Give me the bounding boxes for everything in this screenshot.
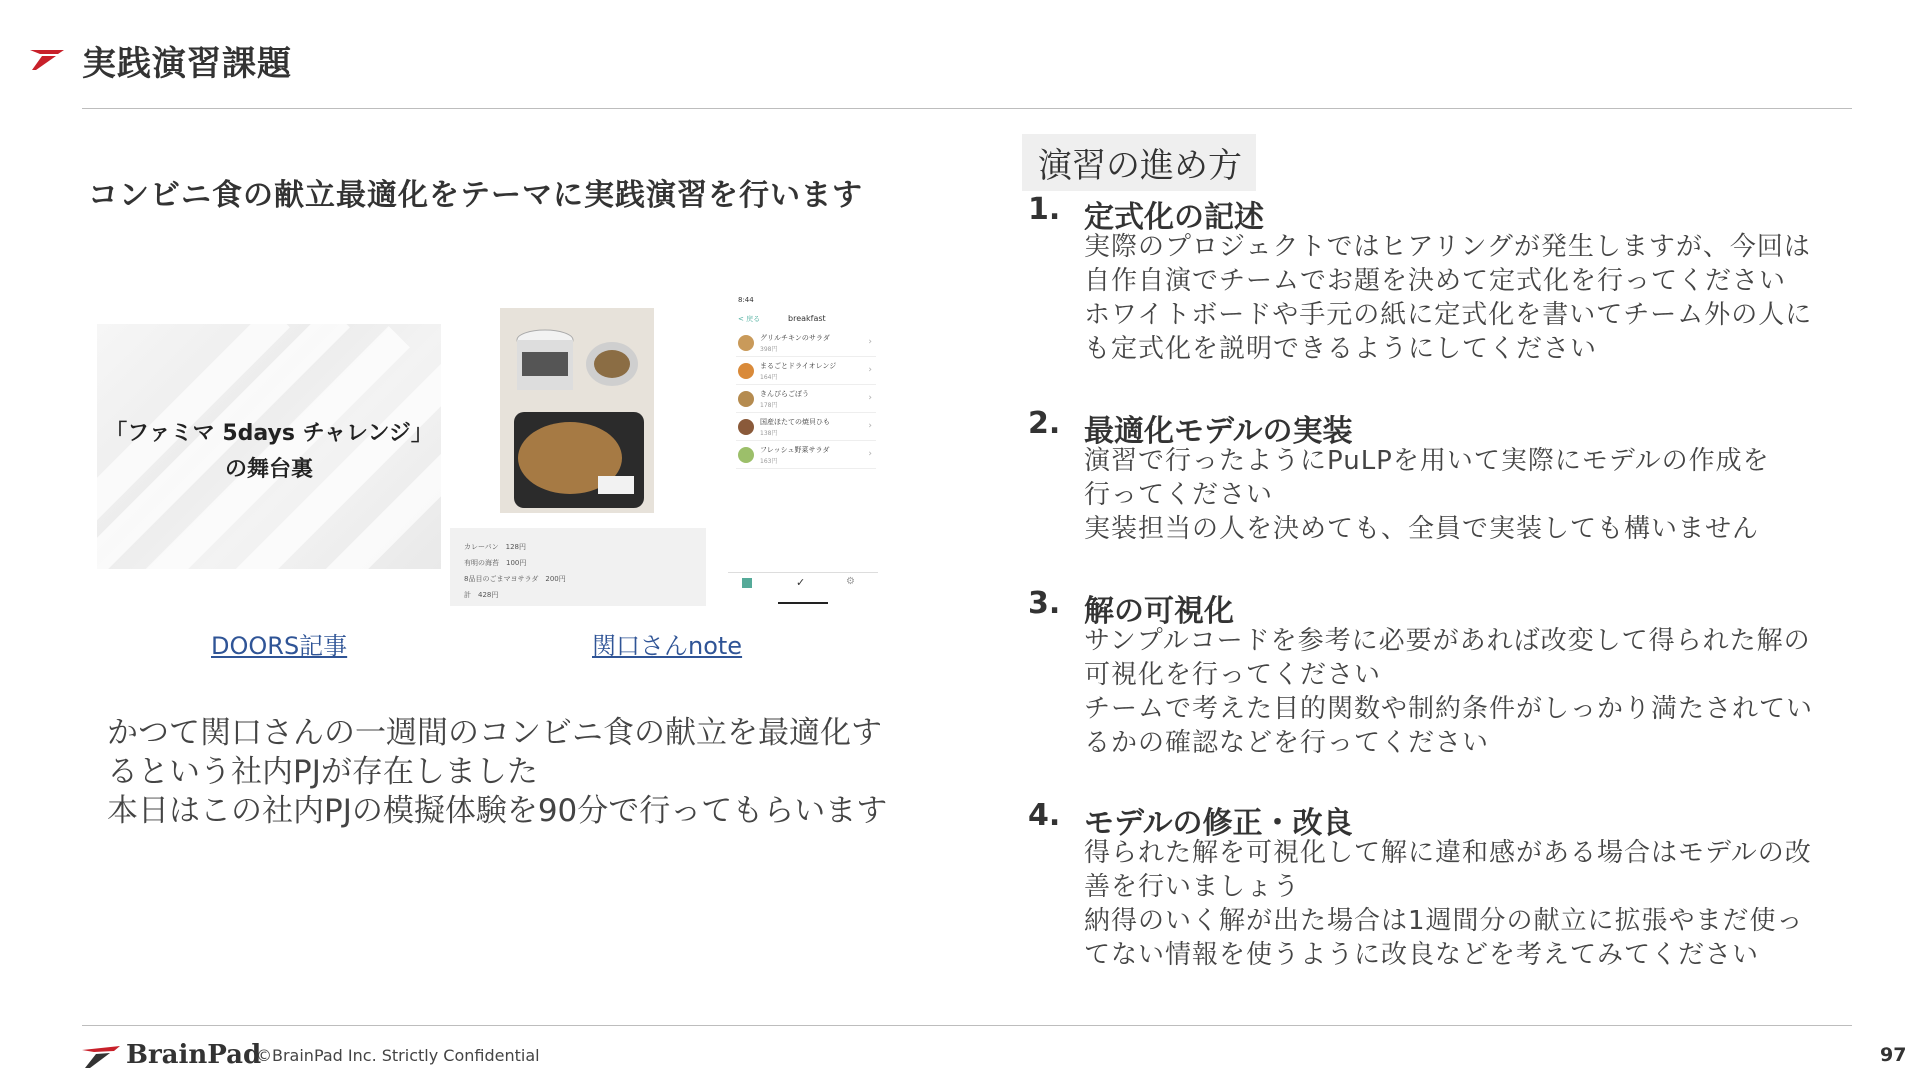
step-line: るかの確認などを行ってください xyxy=(1084,728,1490,758)
food-thumb-icon xyxy=(738,335,754,351)
step-line: 得られた解を可視化して解に違和感がある場合はモデルの改 xyxy=(1084,838,1812,868)
step-title: 定式化の記述 xyxy=(1084,200,1264,235)
list-item xyxy=(736,330,876,357)
step-line: 演習で行ったようにPuLPを用いて実際にモデルの作成を xyxy=(1084,446,1770,476)
step-title: 最適化モデルの実装 xyxy=(1084,414,1353,449)
food-thumb-icon xyxy=(738,419,754,435)
list-item xyxy=(736,442,876,469)
receipt-total: 計 428円 xyxy=(464,591,499,599)
step-number: 3. xyxy=(1028,586,1061,621)
brainpad-logo-text: BrainPad xyxy=(126,1040,262,1070)
steps-title: 演習の進め方 xyxy=(1022,134,1256,191)
phone-header: breakfast xyxy=(788,314,826,323)
item-price: 138円 xyxy=(760,430,778,437)
footer-divider xyxy=(82,1025,1852,1026)
chevron-right-icon: › xyxy=(868,365,872,375)
item-price: 164円 xyxy=(760,374,778,381)
receipt-line: 有明の海苔 100円 xyxy=(464,559,527,567)
item-name: グリルチキンのサラダ xyxy=(760,334,830,342)
step-description xyxy=(1084,836,1854,972)
page-title: 実践演習課題 xyxy=(82,44,292,84)
brainpad-logo-icon xyxy=(80,1042,124,1070)
tab-grid-icon xyxy=(742,578,752,588)
list-item xyxy=(736,414,876,441)
chevron-right-icon: › xyxy=(868,449,872,459)
step-number: 1. xyxy=(1028,192,1061,227)
chevron-right-icon: › xyxy=(868,337,872,347)
brainpad-mark-icon xyxy=(28,44,68,74)
doors-article-thumbnail xyxy=(97,324,441,569)
item-name: 国産ほたての焼貝ひも xyxy=(760,418,830,426)
food-thumb-icon xyxy=(738,447,754,463)
description-line: かつて関口さんの一週間のコンビニ食の献立を最適化す xyxy=(107,715,882,751)
step-number: 2. xyxy=(1028,406,1061,441)
description-text xyxy=(107,714,937,831)
receipt-line: カレーパン 128円 xyxy=(464,543,527,551)
phone-time: 8:44 xyxy=(738,296,754,304)
step-line: 善を行いましょう xyxy=(1084,872,1301,902)
chevron-right-icon: › xyxy=(868,421,872,431)
step-description xyxy=(1084,444,1854,546)
tab-settings-icon: ⚙ xyxy=(846,576,855,587)
item-price: 163円 xyxy=(760,458,778,465)
page-number: 97 xyxy=(1880,1044,1907,1066)
step-line: 納得のいく解が出た場合は1週間分の献立に拡張やまだ使っ xyxy=(1084,906,1804,936)
list-item xyxy=(736,386,876,413)
app-screenshot xyxy=(728,296,878,606)
step-line: チームで考えた目的関数や制約条件がしっかり満たされてい xyxy=(1084,694,1814,724)
step-description xyxy=(1084,230,1854,366)
item-price: 178円 xyxy=(760,402,778,409)
food-photo xyxy=(500,308,654,513)
step-line: 可視化を行ってください xyxy=(1084,660,1382,690)
step-line: ホワイトボードや手元の紙に定式化を書いてチーム外の人に xyxy=(1084,300,1813,330)
step-line: 自作自演でチームでお題を決めて定式化を行ってください xyxy=(1084,266,1787,296)
step-line: 実際のプロジェクトではヒアリングが発生しますが、今回は xyxy=(1084,232,1811,262)
step-title: 解の可視化 xyxy=(1084,594,1234,629)
item-price: 398円 xyxy=(760,346,778,353)
doors-article-link[interactable]: DOORS記事 xyxy=(211,632,348,660)
tab-check-icon: ✓ xyxy=(796,576,806,589)
step-line: 実装担当の人を決めても、全員で実装しても構いません xyxy=(1084,514,1760,544)
food-thumb-icon xyxy=(738,363,754,379)
description-line: 本日はこの社内PJの模擬体験を90分で行ってもらいます xyxy=(107,793,888,829)
step-line: も定式化を説明できるようにしてください xyxy=(1084,334,1598,364)
list-item xyxy=(736,358,876,385)
receipt-line: 8品目のごまマヨサラダ 200円 xyxy=(464,575,566,583)
sekiguchi-note-link[interactable]: 関口さんnote xyxy=(592,632,743,660)
description-line: るという社内PJが存在しました xyxy=(107,754,538,790)
header-divider xyxy=(82,108,1852,109)
step-description xyxy=(1084,624,1854,760)
doors-card-title: 「ファミマ 5days チャレンジ」 xyxy=(105,421,433,446)
step-number: 4. xyxy=(1028,798,1061,833)
step-line: 行ってください xyxy=(1084,480,1274,510)
receipt-list xyxy=(450,528,706,606)
phone-back: < 戻る xyxy=(738,315,761,323)
chevron-right-icon: › xyxy=(868,393,872,403)
item-name: フレッシュ野菜サラダ xyxy=(760,446,830,454)
food-thumb-icon xyxy=(738,391,754,407)
item-name: きんぴらごぼう xyxy=(760,390,809,398)
lead-text: コンビニ食の献立最適化をテーマに実践演習を行います xyxy=(88,178,863,213)
copyright-text: ©BrainPad Inc. Strictly Confidential xyxy=(256,1046,540,1065)
item-name: まるごとドライオレンジ xyxy=(760,362,837,370)
step-line: てない情報を使うように改良などを考えてみてください xyxy=(1084,940,1760,970)
step-line: サンプルコードを参考に必要があれば改変して得られた解の xyxy=(1084,626,1811,656)
doors-card-subtitle: の舞台裏 xyxy=(224,457,313,482)
step-title: モデルの修正・改良 xyxy=(1084,806,1353,841)
